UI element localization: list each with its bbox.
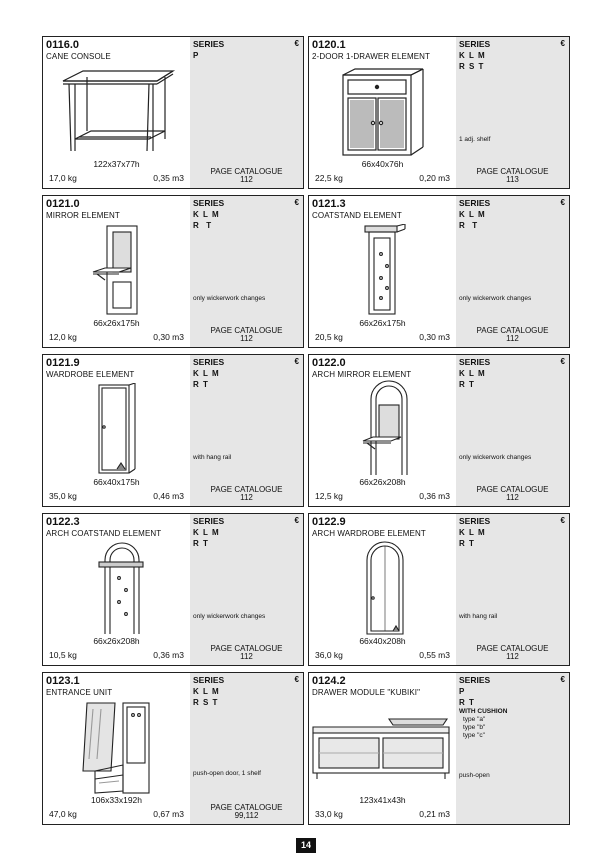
page-catalogue-label: PAGE CATALOGUE [476,167,549,176]
product-dimensions: 66x26x208h [359,477,406,487]
currency-symbol: € [560,357,565,366]
page-catalogue [190,168,303,184]
product-name: ARCH MIRROR ELEMENT [312,370,412,379]
page-catalogue [456,645,569,661]
product-name: COATSTAND ELEMENT [312,211,402,220]
product-weight: 12,5 kg [315,491,343,501]
product-weight: 22,5 kg [315,173,343,183]
entrance-unit-illustration [79,699,159,795]
series-label: SERIES [193,516,225,526]
page-catalogue-label: PAGE CATALOGUE [210,803,283,812]
product-card [42,354,304,507]
product-weight: 17,0 kg [49,173,77,183]
product-weight: 47,0 kg [49,809,77,819]
product-dimensions: 66x40x76h [361,159,404,169]
product-volume: 0,35 m3 [153,173,184,183]
series-label: SERIES [459,675,491,685]
product-note: with hang rail [193,454,232,461]
series-codes: K L M R T [459,528,486,548]
currency-symbol: € [294,516,299,525]
currency-symbol: € [560,675,565,684]
product-volume: 0,21 m3 [419,809,450,819]
series-label: SERIES [459,357,491,367]
currency-symbol: € [294,198,299,207]
product-dimensions: 66x40x208h [359,636,406,646]
product-note: only wickerwork changes [459,454,532,461]
product-note: only wickerwork changes [193,613,266,620]
page-catalogue-label: PAGE CATALOGUE [210,167,283,176]
product-dimensions: 66x40x175h [93,477,140,487]
page-catalogue-label: PAGE CATALOGUE [476,644,549,653]
product-card [308,36,570,189]
cane-console-illustration [61,67,176,157]
product-card [308,354,570,507]
page-catalogue-label: PAGE CATALOGUE [476,326,549,335]
product-note: push-open door, 1 shelf [193,770,261,777]
product-volume: 0,30 m3 [419,332,450,342]
page-catalogue-label: PAGE CATALOGUE [210,644,283,653]
series-codes: K L M R T [193,210,220,230]
series-label: SERIES [193,198,225,208]
product-code: 0121.3 [312,198,346,210]
product-card [308,513,570,666]
product-dimensions: 123x41x43h [359,795,406,805]
series-label: SERIES [193,675,225,685]
product-weight: 35,0 kg [49,491,77,501]
product-note: with hang rail [459,613,498,620]
catalogue-page: 112 [506,334,519,343]
product-note: only wickerwork changes [193,295,266,302]
arch-wardrobe-illustration [359,538,415,636]
series-codes: K L M R S T [459,51,486,71]
arch-mirror-illustration [361,377,421,477]
product-note: only wickerwork changes [459,295,532,302]
catalogue-page: 99,112 [234,811,259,820]
page-catalogue [190,486,303,502]
product-code: 0122.3 [46,516,80,528]
drawer-module-illustration [311,717,454,783]
catalogue-page: 112 [240,493,253,502]
product-volume: 0,30 m3 [153,332,184,342]
currency-symbol: € [294,357,299,366]
page-catalogue [190,645,303,661]
cushion-title: WITH CUSHION [459,708,508,715]
product-dimensions: 66x26x175h [359,318,406,328]
cushion-options [459,708,507,740]
product-card [308,672,570,825]
product-volume: 0,46 m3 [153,491,184,501]
product-code: 0121.9 [46,357,80,369]
product-volume: 0,36 m3 [419,491,450,501]
catalogue-page: 112 [506,493,519,502]
product-volume: 0,67 m3 [153,809,184,819]
product-code: 0116.0 [46,39,80,51]
drawer-cabinet-illustration [339,67,429,159]
product-volume: 0,20 m3 [419,173,450,183]
product-card [308,195,570,348]
coatstand-illustration [361,224,411,318]
series-codes: P R T [459,687,475,707]
product-card [42,36,304,189]
product-card [42,195,304,348]
product-name: WARDROBE ELEMENT [46,370,135,379]
mirror-element-illustration [91,224,151,318]
product-volume: 0,55 m3 [419,650,450,660]
page-catalogue [456,486,569,502]
wardrobe-illustration [93,383,143,477]
series-codes: K L M R T [459,369,486,389]
currency-symbol: € [294,39,299,48]
product-card [42,513,304,666]
series-codes: K L M R T [193,369,220,389]
catalogue-page: 112 [240,652,253,661]
product-code: 0122.9 [312,516,346,528]
product-name: DRAWER MODULE "KUBIKI" [312,688,421,697]
product-name: CANE CONSOLE [46,52,111,61]
page-catalogue-label: PAGE CATALOGUE [476,485,549,494]
product-code: 0122.0 [312,357,346,369]
series-label: SERIES [459,39,491,49]
cushion-option: type "b" [463,724,486,731]
product-dimensions: 66x26x208h [93,636,140,646]
currency-symbol: € [560,516,565,525]
series-codes: K L M R T [459,210,486,230]
product-card [42,672,304,825]
page-number: 14 [296,838,316,853]
series-codes: K L M R T [193,528,220,548]
page-catalogue [456,168,569,184]
product-code: 0123.1 [46,675,80,687]
product-name: ARCH COATSTAND ELEMENT [46,529,162,538]
page-catalogue [456,327,569,343]
series-codes: K L M R S T [193,687,220,707]
catalogue-page: 113 [506,175,519,184]
product-weight: 10,5 kg [49,650,77,660]
page-catalogue [190,804,303,820]
cushion-option: type "a" [463,716,486,723]
product-weight: 33,0 kg [315,809,343,819]
product-weight: 20,5 kg [315,332,343,342]
product-volume: 0,36 m3 [153,650,184,660]
product-weight: 36,0 kg [315,650,343,660]
series-label: SERIES [193,39,225,49]
series-label: SERIES [459,516,491,526]
currency-symbol: € [560,198,565,207]
product-code: 0121.0 [46,198,80,210]
product-code: 0124.2 [312,675,346,687]
series-label: SERIES [193,357,225,367]
series-codes: P [193,51,200,60]
product-weight: 12,0 kg [49,332,77,342]
product-name: ENTRANCE UNIT [46,688,113,697]
product-code: 0120.1 [312,39,346,51]
product-note: push-open [459,772,490,779]
product-name: ARCH WARDROBE ELEMENT [312,529,426,538]
catalogue-page: 112 [506,652,519,661]
product-dimensions: 106x33x192h [90,795,143,805]
page-catalogue [190,327,303,343]
product-note: 1 adj. shelf [459,136,491,143]
series-label: SERIES [459,198,491,208]
currency-symbol: € [560,39,565,48]
page-catalogue-label: PAGE CATALOGUE [210,485,283,494]
cushion-option: type "c" [463,732,485,739]
catalogue-page: 112 [240,334,253,343]
product-dimensions: 66x26x175h [93,318,140,328]
product-dimensions: 122x37x77h [93,159,140,169]
page-catalogue-label: PAGE CATALOGUE [210,326,283,335]
product-name: MIRROR ELEMENT [46,211,120,220]
product-name: 2-DOOR 1-DRAWER ELEMENT [312,52,431,61]
catalogue-page: 112 [240,175,253,184]
arch-coatstand-illustration [97,538,153,636]
currency-symbol: € [294,675,299,684]
